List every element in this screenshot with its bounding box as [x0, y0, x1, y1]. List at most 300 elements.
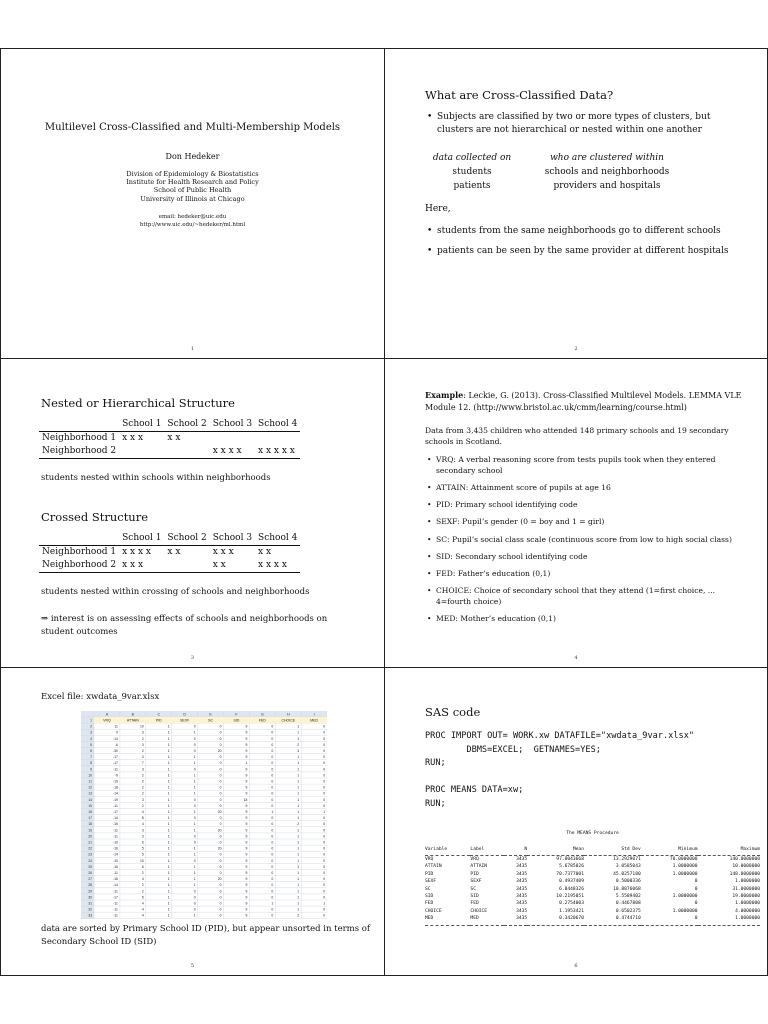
sheet-cell: 1: [167, 797, 170, 802]
sheet-cell: 0: [219, 895, 222, 900]
sheet-cell: 0: [323, 846, 326, 851]
col-header: Std Dev: [621, 847, 641, 852]
sheet-cell: 0: [323, 822, 326, 827]
sheet-cell: 1: [297, 736, 300, 741]
row-label: Neighborhood 2: [39, 445, 119, 459]
sheet-cell: 1: [167, 736, 170, 741]
means-cell: 1.0000000: [672, 908, 698, 914]
sheet-cell: 0: [271, 822, 274, 827]
means-cell: SID: [470, 894, 479, 900]
col-header: Variable: [425, 847, 448, 852]
col-header: who are clustered within: [550, 153, 664, 163]
sheet-cell: 1: [193, 785, 196, 790]
means-cell: 1.0000000: [672, 864, 698, 870]
sheet-cell: -19: [112, 797, 118, 802]
list-item: [427, 552, 747, 563]
row-number: 6: [90, 749, 92, 753]
column-header-bar: [81, 711, 327, 717]
sheet-cell: 9: [245, 889, 248, 894]
row-number: 23: [88, 852, 92, 857]
sheet-cell: 20: [217, 810, 222, 814]
sheet-cell: 9: [245, 840, 248, 845]
sheet-cell: 0: [116, 730, 118, 735]
means-cell: 19.0000000: [732, 894, 760, 900]
sheet-cell: 1: [193, 730, 196, 735]
means-cell: 0.2754003: [559, 901, 584, 907]
sheet-cell: 1: [271, 901, 274, 906]
sheet-cell: 1: [193, 913, 196, 918]
sheet-cell: 0: [219, 755, 222, 760]
school-header: School 3: [210, 532, 255, 546]
sheet-cell: 0: [323, 767, 326, 772]
means-cell: 148.0000000: [729, 871, 760, 877]
sheet-cell: 1: [323, 901, 326, 906]
row-number: 8: [90, 761, 92, 766]
sheet-cell: 2: [141, 736, 144, 741]
sheet-cell: 0: [193, 724, 196, 729]
cell: [164, 445, 209, 459]
sheet-cell: 0: [323, 803, 326, 808]
page-number: 3: [190, 655, 195, 661]
sheet-cell: 9: [245, 816, 248, 821]
slide-grid: [0, 48, 768, 976]
sheet-cell: 1: [297, 779, 300, 784]
means-cell: SEXF: [425, 879, 437, 885]
sheet-header-cell: PID: [155, 718, 162, 723]
sheet-cell: 1: [297, 858, 300, 863]
sheet-cell: 1: [167, 846, 170, 851]
means-row: [425, 908, 760, 915]
sheet-cell: 1: [193, 773, 196, 778]
sheet-cell: 9: [245, 736, 248, 741]
sheet-cell: 3: [141, 797, 144, 802]
sheet-cell: 5: [141, 895, 144, 900]
means-cell: 5.5589402: [615, 894, 641, 900]
cell: x x: [167, 433, 181, 443]
bullet-text: Subjects are classified by two or more types of clusters, but clusters are not hierarchical or nested within one another: [437, 112, 711, 135]
sheet-cell: 1: [297, 828, 300, 833]
sheet-cell: 1: [297, 785, 300, 790]
sheet-cell: -16: [112, 864, 118, 869]
means-cell: PID: [470, 871, 479, 877]
col-header: Minimum: [678, 847, 698, 852]
row-number: 1: [90, 718, 92, 723]
sheet-cell: 3: [141, 742, 144, 747]
sheet-cell: 0: [271, 791, 274, 796]
example-citation: [425, 389, 755, 414]
sheet-cell: -17: [112, 755, 118, 760]
page-number: 1: [190, 346, 195, 352]
row-number: 3: [90, 730, 92, 735]
means-cell: VRQ: [425, 857, 434, 862]
list-item-text: ATTAIN: Attainment score of pupils at age 16: [436, 482, 611, 492]
sheet-cell: 0: [193, 742, 196, 747]
cell: [210, 432, 255, 446]
means-cell: 10.8876068: [613, 886, 641, 892]
column-letter: D: [183, 712, 186, 717]
sheet-cell: 3: [297, 749, 300, 753]
sheet-cell: -14: [112, 816, 118, 821]
sheet-cell: 1: [297, 816, 300, 821]
affiliation-line: Institute for Health Research and Policy: [126, 178, 259, 187]
sheet-cell: 0: [219, 883, 222, 888]
sheet-cell: 20: [217, 749, 222, 753]
sheet-cell: 0: [271, 913, 274, 918]
sheet-cell: 0: [271, 883, 274, 888]
sheet-cell: 2: [297, 822, 300, 827]
means-row: [425, 856, 760, 864]
bullet-icon: •: [427, 112, 433, 122]
row-number: 30: [88, 895, 92, 900]
col-header: data collected on: [432, 153, 512, 163]
list-item: [427, 535, 747, 546]
sheet-cell: 0: [271, 889, 274, 894]
sheet-cell: 3: [141, 730, 144, 735]
sheet-cell: 1: [167, 761, 170, 766]
means-cell: 0: [694, 916, 698, 922]
sheet-cell: 4: [141, 810, 144, 814]
sheet-cell: 20: [217, 828, 222, 833]
sheet-cell: 1: [297, 871, 300, 875]
cell: x x: [210, 559, 255, 573]
means-cell: 1.1953421: [559, 908, 584, 914]
means-cell: 3435: [516, 871, 528, 877]
sheet-cell: 0: [193, 858, 196, 863]
means-cell: 3435: [516, 908, 528, 914]
slide-6: [384, 667, 768, 976]
sheet-cell: 1: [193, 852, 196, 857]
sheet-cell: 0: [271, 871, 274, 875]
cell: x x: [258, 547, 272, 557]
sheet-cell: 1: [193, 791, 196, 796]
sheet-cell: 0: [271, 846, 274, 851]
means-cell: 0.6502375: [615, 908, 641, 914]
means-cell: SID: [425, 894, 434, 900]
list-item-text: SC: Pupil’s social class scale (continuous score from low to high social class): [436, 534, 732, 544]
sheet-cell: 0: [323, 913, 326, 918]
sheet-cell: 0: [271, 773, 274, 778]
bullet-icon: •: [427, 246, 433, 256]
list-item-text: VRQ: A verbal reasoning score from tests pupils took when they entered secondary school: [436, 455, 716, 475]
sheet-cell: 0: [219, 840, 222, 845]
row-number: 31: [88, 901, 92, 906]
list-item-text: PID: Primary school identifying code: [436, 500, 578, 510]
means-cell: 3435: [516, 901, 528, 907]
column-letter: G: [260, 712, 264, 717]
sheet-cell: 0: [193, 834, 196, 839]
sheet-cell: 1: [167, 840, 170, 845]
sheet-cell: 0: [271, 724, 274, 729]
means-cell: 3435: [516, 916, 528, 922]
sheet-cell: 0: [193, 797, 196, 802]
slide-3: [0, 358, 385, 668]
list-item: [427, 586, 747, 608]
slide-heading: What are Cross-Classified Data?: [425, 88, 614, 102]
sheet-cell: -17: [112, 810, 118, 814]
sheet-cell: 9: [245, 742, 248, 747]
affiliation-line: Division of Epidemiology & Biostatistics: [126, 170, 259, 178]
sheet-cell: 0: [323, 858, 326, 863]
sheet-cell: -11: [113, 901, 118, 906]
variable-list: [427, 455, 747, 631]
sheet-cell: 0: [271, 797, 274, 802]
means-cell: 0: [694, 901, 698, 907]
sheet-cell: 0: [271, 779, 274, 784]
means-row: [425, 886, 760, 893]
means-row: [425, 900, 760, 907]
list-item-text: SID: Secondary school identifying code: [436, 551, 588, 561]
means-cell: 3435: [516, 886, 528, 892]
sheet-cell: 1: [297, 877, 300, 882]
url-link[interactable]: http://www.uic.edu/~hedeker/ml.html: [139, 222, 246, 228]
sheet-cell: 9: [245, 724, 248, 729]
sheet-cell: 0: [271, 816, 274, 821]
sheet-cell: 9: [245, 791, 248, 796]
means-cell: 3.0585043: [615, 864, 641, 870]
sheet-cell: 0: [219, 730, 222, 735]
sheet-cell: 0: [219, 736, 222, 741]
sheet-cell: 0: [323, 742, 326, 747]
school-header: School 2: [164, 532, 209, 546]
sheet-cell: 1: [297, 803, 300, 808]
row-number: 4: [90, 736, 92, 741]
row-label: Neighborhood 2: [39, 559, 119, 573]
means-cell: 3435: [516, 864, 528, 870]
cell: x x x x x: [255, 445, 300, 459]
table-row: [39, 559, 300, 573]
sheet-cell: 1: [297, 907, 300, 912]
sheet-cell: 9: [245, 773, 248, 778]
cluster-table-row: [427, 179, 727, 193]
sheet-cell: 2: [297, 913, 300, 918]
col-header: N: [524, 847, 528, 852]
sheet-cell: 0: [219, 913, 222, 918]
means-cell: 0.4937409: [559, 879, 584, 885]
sheet-cell: 0: [219, 761, 222, 766]
contact: [1, 213, 384, 229]
row-number: 9: [90, 767, 92, 772]
cell: [119, 445, 164, 459]
sheet-cell: 0: [219, 858, 222, 863]
sheet-cell: 0: [323, 816, 326, 821]
cell: x x: [167, 547, 181, 557]
row-number: 11: [88, 779, 92, 784]
row-number: 19: [88, 828, 92, 833]
sheet-cell: 0: [271, 864, 274, 869]
row-number: 15: [88, 803, 92, 808]
sheet-cell: 1: [167, 730, 170, 735]
means-cell: CHOICE: [470, 908, 488, 914]
sheet-cell: 9: [245, 846, 248, 851]
sheet-cell: 1: [167, 895, 170, 900]
email-text: email: hedeker@uic.edu: [158, 214, 227, 220]
sheet-cell: -11: [113, 871, 118, 875]
slide-heading: Crossed Structure: [41, 510, 149, 524]
sheet-cell: 0: [219, 797, 222, 802]
row-number: 27: [88, 877, 92, 882]
means-cell: 97.8043668: [556, 857, 584, 862]
sheet-cell: 1: [193, 810, 196, 814]
sort-note: data are sorted by Primary School ID (PID), but appear unsorted in terms of Secondary School ID (SID): [41, 924, 371, 947]
row-number: 16: [88, 810, 92, 814]
sheet-cell: 0: [219, 816, 222, 821]
cell: x x x: [122, 433, 144, 443]
sheet-cell: 0: [219, 803, 222, 808]
sheet-cell: 0: [271, 803, 274, 808]
cell: [255, 432, 300, 446]
means-cell: 0: [694, 879, 698, 885]
sheet-cell: 0: [323, 834, 326, 839]
row-number: 29: [88, 889, 92, 894]
means-cell: 3435: [516, 879, 528, 885]
example-text: : Leckie, G. (2013). Cross-Classified Multilevel Models. LEMMA VLE Module 12. (http://www.bristol.ac.uk/cmm/learning/course.html): [425, 391, 742, 412]
row-number: 28: [88, 883, 92, 888]
bullet-icon: •: [427, 517, 432, 527]
sheet-cell: 1: [167, 883, 170, 888]
sheet-cell: 1: [167, 779, 170, 784]
means-table: [425, 846, 760, 926]
sheet-cell: -11: [113, 767, 118, 772]
sheet-cell: 1: [167, 773, 170, 778]
means-row: [425, 878, 760, 885]
sheet-cell: 0: [193, 736, 196, 741]
sheet-cell: 9: [245, 749, 248, 753]
sheet-cell: 3: [141, 767, 144, 772]
sheet-cell: 1: [297, 761, 300, 766]
sheet-cell: 0: [219, 822, 222, 827]
sheet-cell: 0: [323, 797, 326, 802]
sheet-cell: 1: [297, 840, 300, 845]
sheet-cell: 0: [323, 749, 326, 753]
list-item-text: CHOICE: Choice of secondary school that they attend (1=first choice, ... 4=fourth choice): [436, 586, 716, 606]
slide-2: [384, 48, 768, 359]
column-letter: E: [209, 712, 212, 717]
sheet-cell: 1: [297, 852, 300, 857]
bullet-text: patients can be seen by the same provider at different hospitals: [437, 246, 729, 256]
sheet-cell: 0: [323, 871, 326, 875]
sheet-cell: 1: [297, 883, 300, 888]
sheet-cell: -14: [112, 791, 118, 796]
sheet-cell: 2: [141, 749, 144, 753]
sheet-cell: 9: [245, 779, 248, 784]
example-label: Example: [425, 390, 464, 400]
sheet-cell: 2: [141, 779, 144, 784]
sheet-cell: 2: [141, 803, 144, 808]
sheet-cell: 9: [245, 913, 248, 918]
sheet-cell: 4: [141, 877, 144, 882]
sheet-cell: 1: [167, 767, 170, 772]
sheet-cell: 1: [167, 889, 170, 894]
sheet-cell: -16: [112, 822, 118, 827]
row-number: 13: [88, 791, 92, 796]
bullet-item: [427, 245, 757, 258]
sheet-cell: 1: [323, 810, 326, 814]
means-cell: 0.4744710: [615, 916, 641, 922]
sheet-cell: 0: [271, 852, 274, 857]
row-number: 25: [88, 864, 92, 869]
row-number: 12: [88, 785, 92, 790]
cell: providers and hospitals: [553, 181, 661, 191]
table-header-row: [39, 532, 300, 546]
sheet-cell: 1: [167, 858, 170, 863]
table-row: [39, 546, 300, 560]
sheet-cell: 1: [193, 871, 196, 875]
column-letter: B: [131, 712, 135, 717]
sheet-cell: 0: [323, 907, 326, 912]
sheet-cell: 7: [141, 761, 144, 766]
sheet-cell: 9: [245, 828, 248, 833]
affiliation-line: University of Illinois at Chicago: [140, 194, 245, 203]
sheet-cell: 0: [323, 761, 326, 766]
means-cell: 1.0000000: [735, 916, 760, 922]
means-cell: SC: [470, 886, 476, 892]
slide-heading: SAS code: [425, 705, 481, 719]
sheet-cell: 0: [219, 834, 222, 839]
sheet-cell: -11: [113, 889, 118, 894]
sheet-cell: -10: [112, 858, 118, 863]
caption: students nested within schools within neighborhoods: [41, 473, 271, 483]
sheet-cell: 0: [271, 840, 274, 845]
means-cell: 3435: [516, 894, 528, 900]
sheet-cell: 4: [141, 822, 144, 827]
column-letter: F: [235, 712, 238, 717]
column-letter: I: [313, 712, 315, 717]
col-header: Label: [470, 847, 485, 852]
bullet-icon: •: [427, 614, 432, 624]
sheet-cell: 0: [323, 877, 326, 882]
bullet-text: students from the same neighborhoods go to different schools: [437, 226, 721, 236]
sheet-cell: 1: [167, 834, 170, 839]
sheet-cell: 1: [193, 846, 196, 851]
sheet-cell: 0: [271, 749, 274, 753]
sheet-cell: 1: [167, 828, 170, 833]
sheet-cell: 2: [141, 785, 144, 790]
sheet-cell: 1: [167, 822, 170, 827]
sheet-header-cell: VRQ: [103, 718, 111, 723]
row-number: 24: [88, 858, 92, 863]
sheet-cell: 0: [193, 889, 196, 894]
means-cell: 0: [694, 886, 698, 892]
means-output: [425, 831, 760, 926]
sheet-cell: 0: [323, 785, 326, 790]
sheet-cell: 1: [167, 864, 170, 869]
page-number: 2: [574, 346, 578, 352]
sheet-cell: -9: [114, 773, 118, 778]
sheet-cell: 0: [271, 767, 274, 772]
means-row: [425, 893, 760, 900]
sheet-cell: 0: [219, 907, 222, 912]
table-header-row: [39, 418, 300, 432]
row-number: 17: [88, 816, 92, 821]
sheet-cell: 1: [297, 797, 300, 802]
means-cell: MED: [425, 916, 434, 922]
sheet-cell: 1: [271, 810, 274, 814]
sheet-cell: 0: [193, 895, 196, 900]
school-header: School 1: [119, 418, 164, 432]
cluster-table-header: [427, 151, 727, 165]
sheet-cell: 10: [140, 724, 144, 729]
sheet-cell: 0: [193, 816, 196, 821]
sheet-cell: 0: [193, 907, 196, 912]
sheet-cell: 1: [297, 834, 300, 839]
sheet-cell: -10: [112, 840, 118, 845]
sheet-cell: 4: [141, 913, 144, 918]
means-cell: 0.3420670: [559, 916, 584, 922]
row-number: 18: [88, 822, 92, 827]
sheet-cell: 9: [245, 852, 248, 857]
sheet-cell: 9: [245, 871, 248, 875]
divider: [425, 923, 760, 926]
